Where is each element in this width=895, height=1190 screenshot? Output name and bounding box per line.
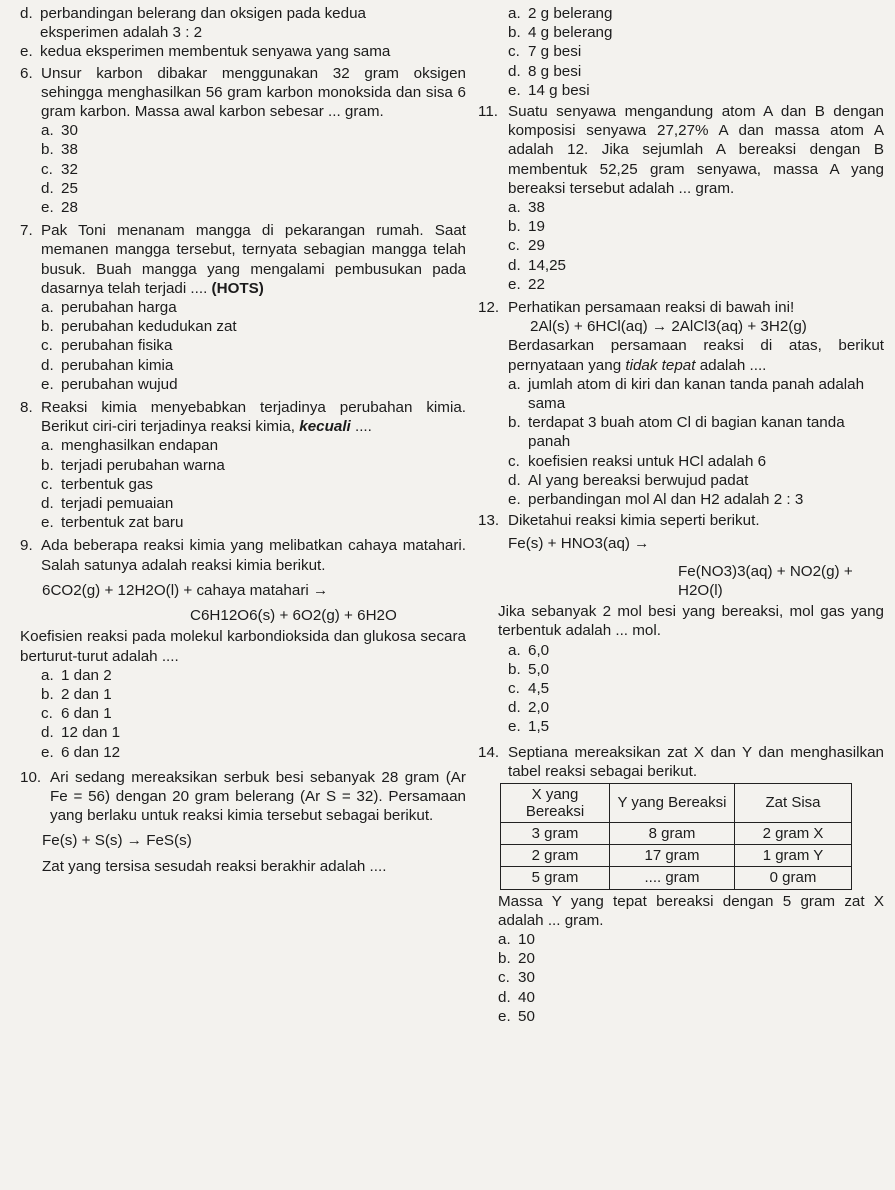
option: a. 10 (498, 930, 535, 948)
option: e. 50 (498, 1007, 535, 1025)
left-column (20, 4, 466, 878)
question-9: 9. Ada beberapa reaksi kimia yang melibatkan cahaya matahari. Salah satunya adalah reaksi kimia berikut. 6CO2(g) + 12H2O(l) + cahaya matahari → C6H12O6(s) + 6O2(g) + 6H2O Koefisien reaksi pada molekul karbondioksida dan glukosa secara berturut-turut adalah .... a. 1 dan 2 b. 2 dan 1 c. 6 dan 1 d. 12 dan 1 e. 6 dan 12 (20, 537, 466, 761)
option: e. 14 g besi (508, 81, 590, 99)
option: d. 25 (41, 179, 78, 197)
reaction-equation: C6H12O6(s) + 6O2(g) + 6H2O (190, 607, 397, 625)
table-header: X yang Bereaksi (501, 783, 610, 822)
option: d. 14,25 (508, 256, 567, 274)
reaction-equation: Fe(s) + S(s) → FeS(s) (42, 832, 192, 850)
option: e. 28 (41, 199, 78, 217)
right-column (478, 4, 884, 1028)
option: c. 30 (498, 969, 535, 987)
option: a. 38 (508, 199, 545, 217)
table-row: 5 gram .... gram 0 gram (501, 867, 852, 889)
option: e. perbandingan mol Al dan H2 adalah 2 : 3 (508, 491, 804, 509)
question-13: 13. Diketahui reaksi kimia seperti berikut. Fe(s) + HNO3(aq) → Fe(NO3)3(aq) + NO2(g) + H2O(l) Jika sebanyak 2 mol besi yang bereaksi, mol gas yang terbentuk adalah ... mol. a. 6,0 b. 5,0 c. 4,5 d. 2,0 e. 1,5 (478, 512, 884, 736)
question-11: 11. Suatu senyawa mengandung atom A dan B dengan komposisi senyawa 27,27% A dan massa atom A adalah 12. Jika sejumlah A bereaksi dengan B membentuk 52,25 gram senyawa, massa A yang bereaksi tersebut adalah ... gram. a. 38 b. 19 c. 29 d. 14,25 e. 22 (478, 103, 884, 293)
q5-tail-options (20, 4, 466, 62)
question-10: 10. Ari sedang mereaksikan serbuk besi sebanyak 28 gram (Ar Fe = 56) dengan 20 gram belerang (Ar S = 32). Persamaan yang berlaku untuk reaksi kimia tersebut sebagai berikut. Fe(s) + S(s) → FeS(s) Zat yang tersisa sesudah reaksi berakhir adalah .... (20, 768, 466, 875)
table-row: 3 gram 8 gram 2 gram X (501, 822, 852, 844)
option: c. 6 dan 1 (41, 705, 112, 723)
option: e. 6 dan 12 (41, 743, 121, 761)
question-8: 8. Reaksi kimia menyebabkan terjadinya perubahan kimia. Berikut ciri-ciri terjadinya reaksi kimia, kecuali .... a. menghasilkan endapan b. terjadi perubahan warna c. terbentuk gas d. terjadi pemuaian e. terbentuk zat baru (20, 399, 466, 532)
option: b. 19 (508, 218, 545, 236)
option: e. kedua eksperimen membentuk senyawa yang sama (20, 43, 391, 61)
option: a. 1 dan 2 (41, 666, 112, 684)
option: b. terjadi perubahan warna (41, 456, 225, 474)
option: d. perubahan kimia (41, 356, 174, 374)
q5-options (508, 4, 884, 100)
option: b. 20 (498, 950, 535, 968)
option: b. perubahan kedudukan zat (41, 318, 237, 336)
option: d. 40 (498, 988, 535, 1006)
option: a. menghasilkan endapan (41, 437, 219, 455)
question-14: 14. Septiana mereaksikan zat X dan Y dan menghasilkan tabel reaksi sebagai berikut. X yang Bereaksi Y yang Bereaksi Zat Sisa 3 gram 8 gram 2 gram X 2 gram 17 gram 1 gram Y 5 gram .... gram 0 gram Massa Y yang tepat bereaksi dengan 5 gram zat X adalah ... gram. a. 10 b. 20 c. 30 d. 40 e. 50 (478, 743, 884, 1025)
option: d. 2,0 (508, 699, 550, 717)
option: b. terdapat 3 buah atom Cl di bagian kanan tanda panah (508, 414, 845, 451)
option: e. perubahan wujud (41, 375, 178, 393)
option: c. koefisien reaksi untuk HCl adalah 6 (508, 452, 767, 470)
option: a. 6,0 (508, 641, 550, 659)
option: c. perubahan fisika (41, 337, 173, 355)
option: d. 12 dan 1 (41, 724, 121, 742)
table-header: Zat Sisa (735, 783, 852, 822)
option: e. 22 (508, 275, 545, 293)
option: d. 8 g besi (508, 62, 582, 80)
option: a. jumlah atom di kiri dan kanan tanda panah adalah sama (508, 375, 865, 413)
option: a. 30 (41, 122, 78, 140)
option: e. 1,5 (508, 718, 550, 736)
reaction-equation: 6CO2(g) + 12H2O(l) + cahaya matahari → (42, 581, 329, 599)
option: a. 2 g belerang (508, 5, 613, 22)
option: c. 32 (41, 160, 78, 178)
reaction-equation: 2Al(s) + 6HCl(aq) → 2AlCl3(aq) + 3H2(g) (530, 318, 807, 336)
option: d. perbandingan belerang dan oksigen pada kedua eksperimen adalah 3 : 2 (20, 5, 366, 42)
option: a. perubahan harga (41, 299, 177, 317)
option: b. 38 (41, 141, 78, 159)
question-6: 6. Unsur karbon dibakar menggunakan 32 gram oksigen sehingga menghasilkan 56 gram karbon monoksida dan sisa 6 gram karbon. Massa awal karbon sebesar ... gram. a. 30 b. 38 c. 32 d. 25 e. 28 (20, 64, 466, 217)
question-12: 12. Perhatikan persamaan reaksi di bawah ini! 2Al(s) + 6HCl(aq) → 2AlCl3(aq) + 3H2(g) Berdasarkan persamaan reaksi di atas, berikut pernyataan yang tidak tepat adalah .... a. jumlah atom di kiri dan kanan tanda panah adalah sama b. terdapat 3 buah atom Cl di bagian kanan tanda panah c. koefisien reaksi untuk HCl adalah 6 d. Al yang bereaksi berwujud padat e. perbandingan mol Al dan H2 adalah 2 : 3 (478, 299, 884, 509)
option: c. terbentuk gas (41, 475, 154, 493)
reaction-equation: Fe(NO3)3(aq) + NO2(g) + H2O(l) (678, 562, 853, 599)
option: c. 7 g besi (508, 43, 582, 61)
option: e. terbentuk zat baru (41, 514, 184, 532)
reaction-table (500, 783, 852, 890)
question-7: 7. Pak Toni menanam mangga di pekarangan rumah. Saat memanen mangga tersebut, ternyata sebagian mangga telah busuk. Buah mangga yang mengalami pembusukan pada dasarnya telah terjadi .... (HOTS) a. perubahan harga b. perubahan kedudukan zat c. perubahan fisika d. perubahan kimia e. perubahan wujud (20, 222, 466, 393)
option: d. terjadi pemuaian (41, 495, 174, 513)
option: c. 4,5 (508, 679, 550, 697)
table-row: 2 gram 17 gram 1 gram Y (501, 845, 852, 867)
option: b. 4 g belerang (508, 24, 613, 42)
option: b. 5,0 (508, 660, 550, 678)
reaction-equation: Fe(s) + HNO3(aq) → (508, 535, 650, 553)
option: d. Al yang bereaksi berwujud padat (508, 471, 749, 489)
table-header: Y yang Bereaksi (610, 783, 735, 822)
option: c. 29 (508, 237, 545, 255)
option: b. 2 dan 1 (41, 685, 112, 703)
